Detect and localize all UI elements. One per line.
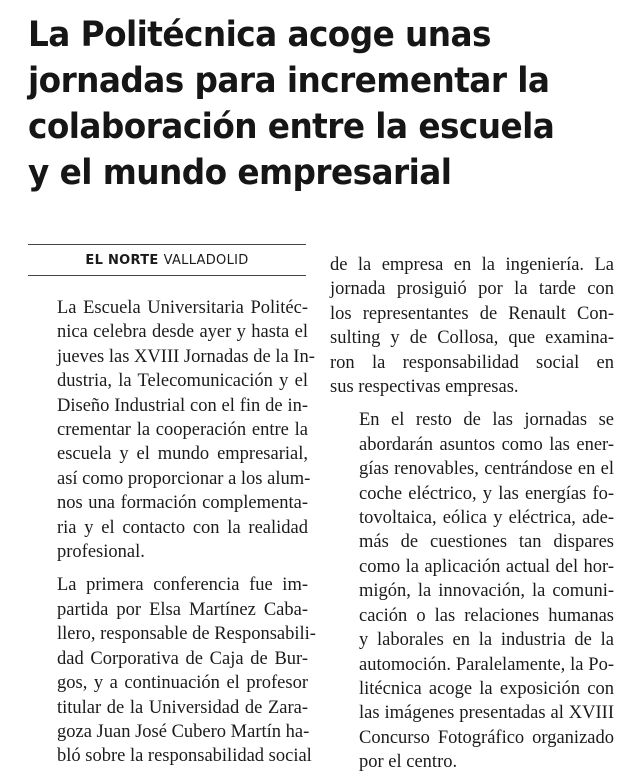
text-line: como la aplicación actual del hor- [359,556,614,577]
left-column [28,296,316,769]
text-line: Concurso Fotográfico organizado [359,727,614,748]
text-line: llero, responsable de Responsabili- [57,624,316,645]
text-line: y laborales en la industria de la [359,630,614,651]
text-line: por el centro. [359,752,458,773]
text-line: bló sobre la responsabilidad social [57,746,312,767]
body-paragraph [330,253,614,399]
text-line: gías renovables, centrándose en el [359,459,614,480]
body-paragraph [28,573,316,768]
text-line: titular de la Universidad de Zara- [57,697,308,718]
text-line: así como proporcionar a los alum- [57,468,311,489]
text-line: los representantes de Renault Con- [330,303,614,324]
text-line: ria y el contacto con la realidad [57,517,308,538]
byline [28,244,306,276]
text-line: las imágenes presentadas al XVIII [359,703,614,724]
headline-line: jornadas para incrementar la [28,61,550,101]
text-line: automoción. Paralelamente, la Po- [359,654,614,675]
text-line: ron la responsabilidad social en [330,352,614,373]
text-line: tovoltaica, eólica y eléctrica, ade- [359,508,614,529]
text-line: nos una formación complementa- [57,493,308,514]
byline-location: VALLADOLID [163,252,249,268]
text-line: cación o las relaciones humanas [359,605,614,626]
article-headline [28,12,589,196]
text-line: profesional. [57,542,145,563]
text-line: litécnica acoge la exposición con [359,678,614,699]
headline-line: colaboración entre la escuela [28,107,555,147]
text-line: gos, y a continuación el profesor [57,673,308,694]
text-line: dad Corporativa de Caja de Bur- [57,648,308,669]
body-paragraph [330,408,614,774]
body-paragraph [28,296,315,564]
text-line: migón, la innovación, la comuni- [359,581,614,602]
text-line: más de cuestiones tan dispares [359,532,614,553]
text-line: escuela y el mundo empresarial, [57,444,308,465]
text-line: jornada prosiguió por la tarde con [330,279,614,300]
text-line: sus respectivas empresas. [330,377,519,398]
text-line: partida por Elsa Martínez Caba- [57,599,308,620]
text-line: jueves las XVIII Jornadas de la In- [57,346,315,367]
text-line: nica celebra desde ayer y hasta el [57,322,308,343]
headline-line: La Politécnica acoge unas [28,15,491,55]
byline-source: EL NORTE [85,252,159,268]
text-line: sulting y de Collosa, que examina- [330,328,614,349]
text-line: goza Juan José Cubero Martín ha- [57,721,310,742]
text-line: de la empresa en la ingeniería. La [330,255,614,275]
text-line: En el resto de las jornadas se [359,410,614,431]
headline-line: y el mundo empresarial [28,153,452,193]
text-line: coche eléctrico, y las energías fo- [359,483,614,504]
text-line: La primera conferencia fue im- [57,575,308,596]
text-line: abordarán asuntos como las ener- [359,434,614,455]
text-line: dustria, la Telecomunicación y el [57,371,308,392]
right-column [330,253,614,775]
text-line: crementar la cooperación entre la [57,420,308,441]
text-line: La Escuela Universitaria Politéc- [57,298,308,318]
text-line: Diseño Industrial con el fin de in- [57,395,308,416]
